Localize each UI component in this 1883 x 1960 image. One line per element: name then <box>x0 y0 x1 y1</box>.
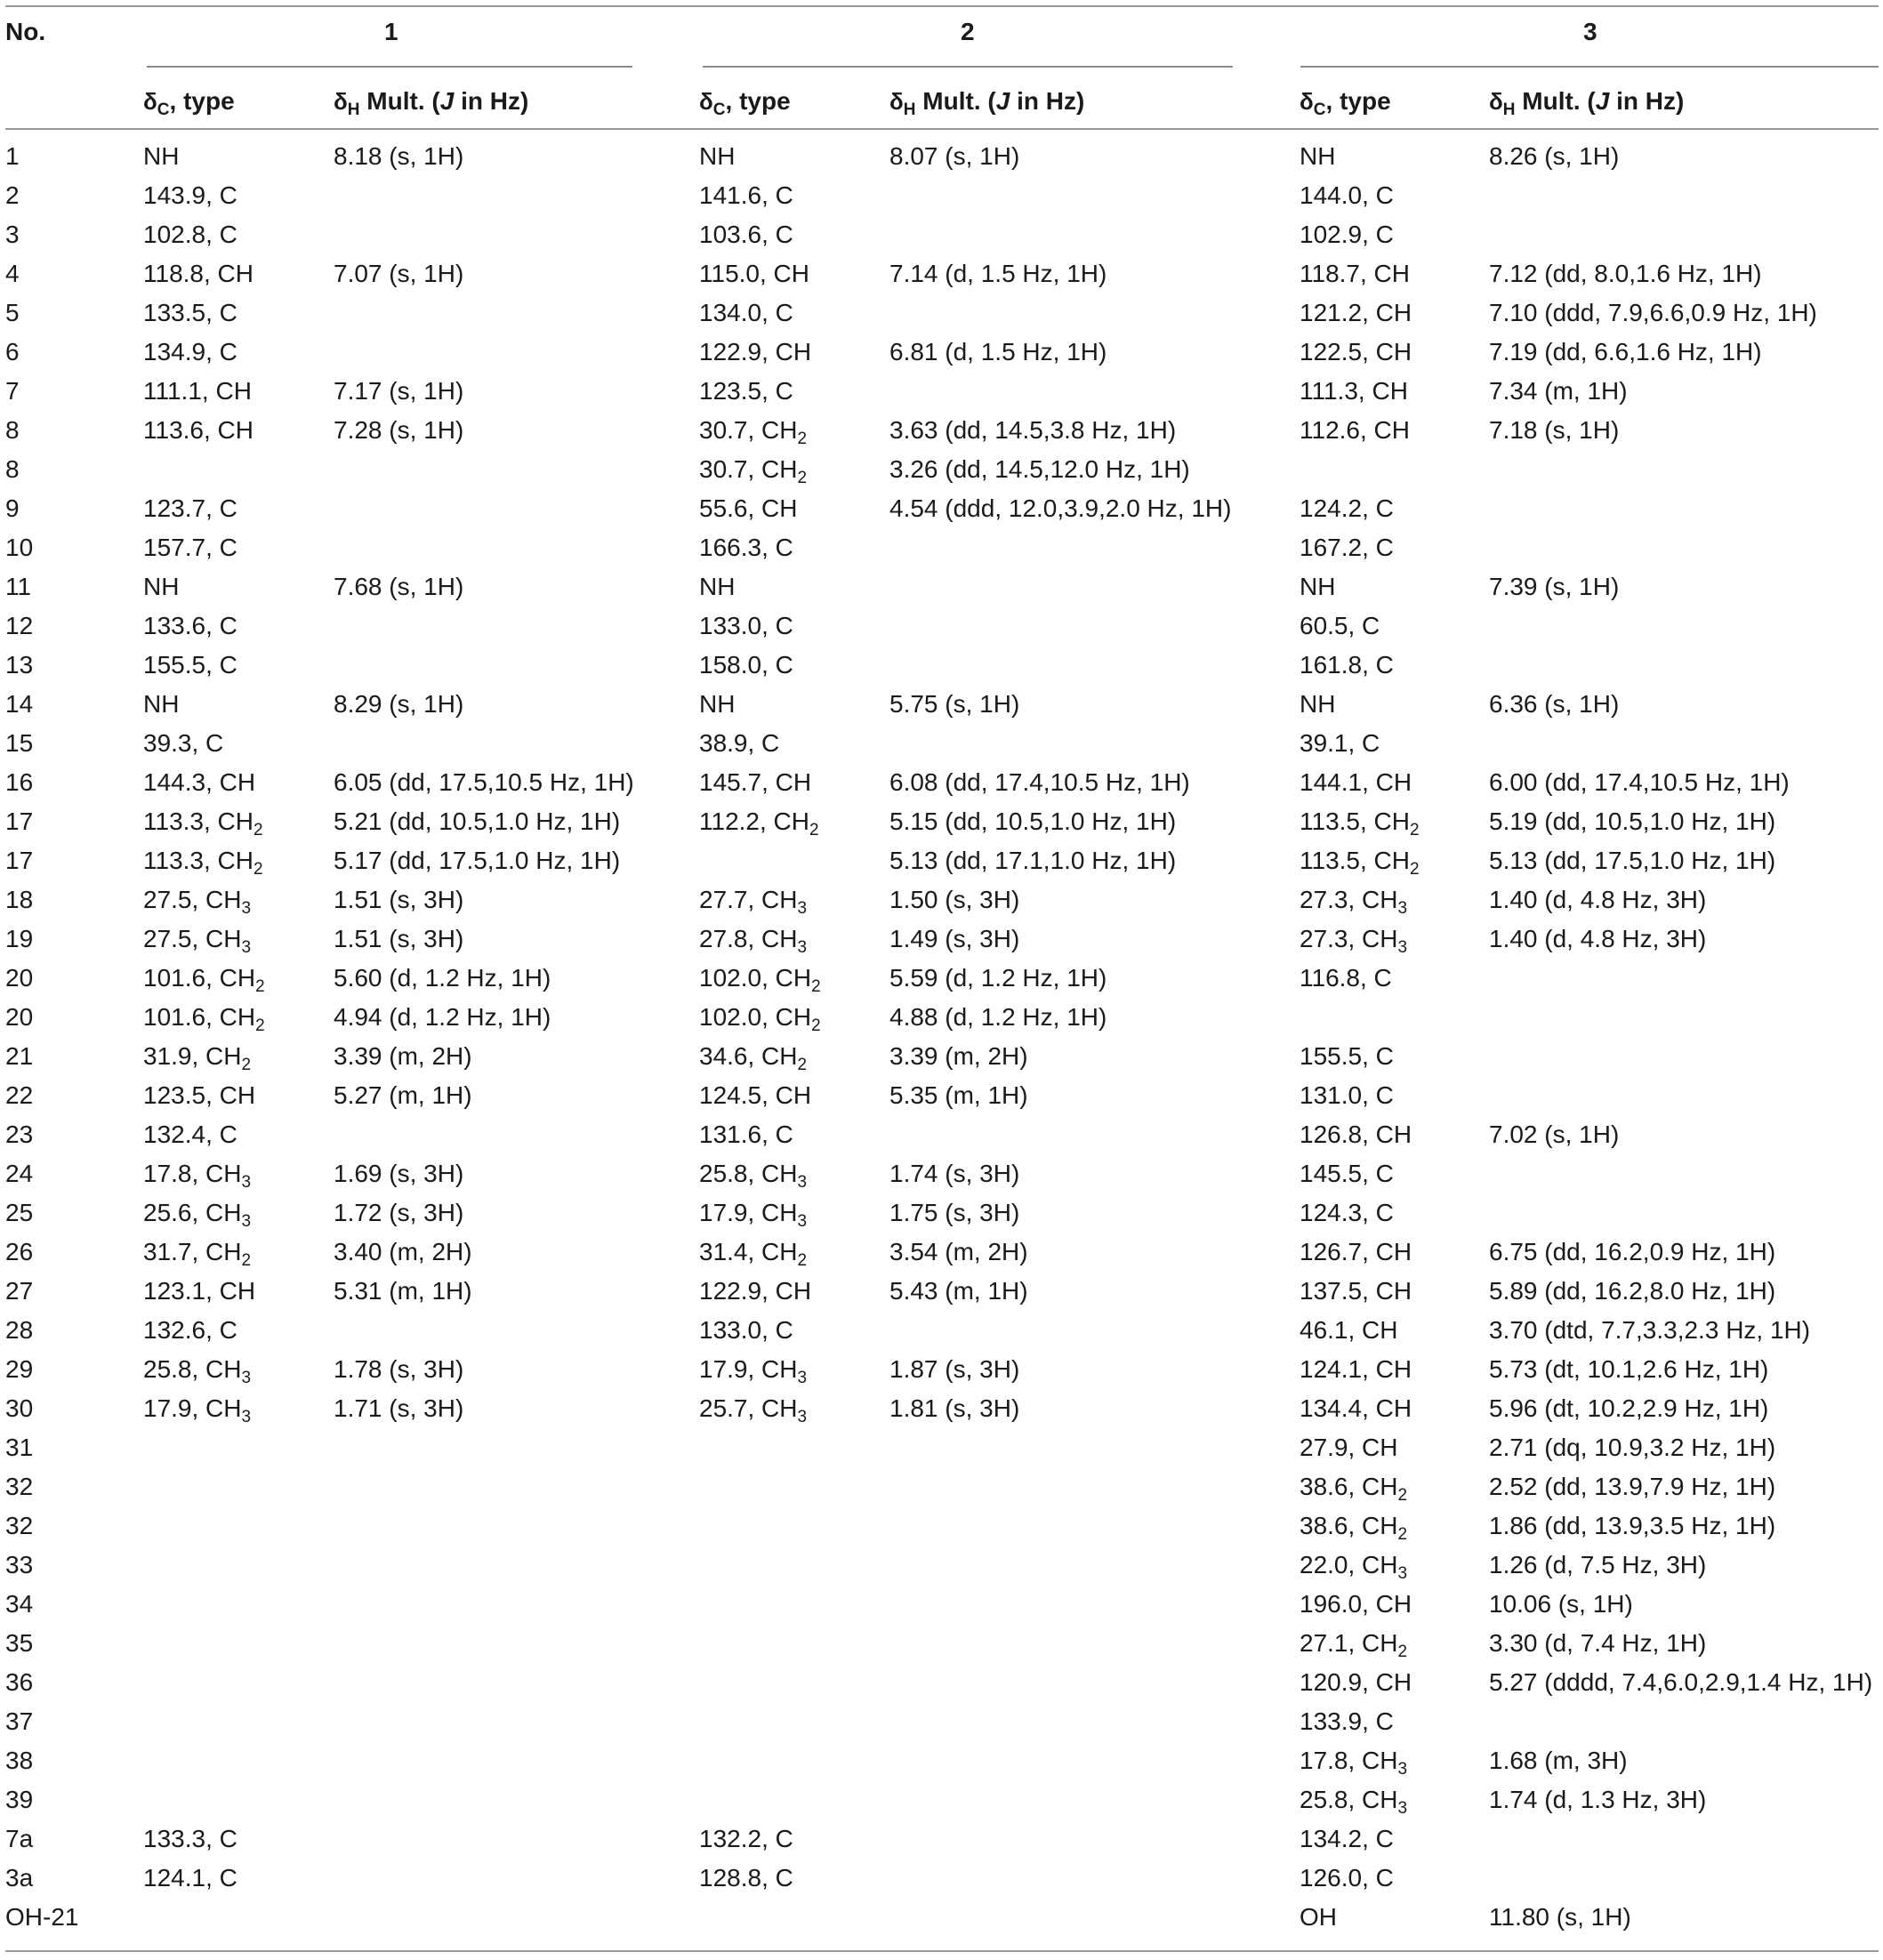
cell-c3: 137.5, CH <box>1300 1277 1412 1305</box>
cell-no: 32 <box>5 1512 34 1539</box>
cell-h3: 7.34 (m, 1H) <box>1489 377 1628 405</box>
cell-c3: 133.9, C <box>1300 1707 1394 1735</box>
cell-no: 17 <box>5 847 34 874</box>
cell-h3: 8.26 (s, 1H) <box>1489 142 1620 170</box>
cell-no: 37 <box>5 1707 34 1735</box>
cell-c3: 144.1, CH <box>1300 768 1412 796</box>
cell-c1: 113.3, $CH_2$ <box>143 807 263 839</box>
cell-c3: 111.3, CH <box>1300 377 1408 405</box>
cell-c3: 118.7, CH <box>1300 260 1410 287</box>
cell-h3: 7.39 (s, 1H) <box>1489 573 1620 600</box>
cell-h2: 5.59 (d, 1.2 Hz, 1H) <box>889 964 1107 992</box>
cell-c2: 34.6, $CH_2$ <box>699 1042 808 1074</box>
cell-c1: 31.7, $CH_2$ <box>143 1238 252 1270</box>
cell-h2: 1.50 (s, 3H) <box>889 886 1020 913</box>
cell-h2: 4.54 (ddd, 12.0,3.9,2.0 Hz, 1H) <box>889 494 1232 522</box>
cell-h1: 8.29 (s, 1H) <box>334 690 464 718</box>
cell-h3: 2.71 (dq, 10.9,3.2 Hz, 1H) <box>1489 1434 1776 1461</box>
cell-c1: 25.6, $CH_3$ <box>143 1199 252 1231</box>
cell-h3: 7.02 (s, 1H) <box>1489 1121 1620 1148</box>
cell-no: 3a <box>5 1864 34 1892</box>
cell-h3: 5.73 (dt, 10.1,2.6 Hz, 1H) <box>1489 1355 1769 1383</box>
header-compound-1: 1 <box>384 18 398 45</box>
cell-h2: 1.49 (s, 3H) <box>889 925 1020 952</box>
subheader-delta-h-1: $\delta_H$ Mult. (J in Hz) <box>334 87 529 119</box>
cell-c1: 31.9, $CH_2$ <box>143 1042 252 1074</box>
cell-c1: 25.8, $CH_3$ <box>143 1355 252 1387</box>
cell-c3: 144.0, C <box>1300 181 1394 209</box>
cell-no: 38 <box>5 1747 34 1774</box>
cell-no: 22 <box>5 1081 34 1109</box>
cell-c1: 27.5, $CH_3$ <box>143 925 252 957</box>
cell-c2: NH <box>699 573 736 600</box>
cell-c2: 133.0, C <box>699 612 793 639</box>
cell-c3: 46.1, CH <box>1300 1316 1398 1344</box>
cell-c3: NH <box>1300 142 1336 170</box>
cell-c1: 17.9, $CH_3$ <box>143 1394 252 1426</box>
cell-h3: 7.18 (s, 1H) <box>1489 416 1620 444</box>
cell-c3: 27.3, $CH_3$ <box>1300 925 1408 957</box>
cell-no: 1 <box>5 142 20 170</box>
cell-c3: 38.6, $CH_2$ <box>1300 1473 1408 1505</box>
cell-c1: 102.8, C <box>143 221 237 248</box>
cell-no: 11 <box>5 573 32 600</box>
cell-c3: 145.5, C <box>1300 1160 1394 1187</box>
cell-no: 28 <box>5 1316 34 1344</box>
cell-c2: 141.6, C <box>699 181 793 209</box>
cell-h1: 7.68 (s, 1H) <box>334 573 464 600</box>
group-rule-1 <box>147 66 632 68</box>
cell-c1: 132.4, C <box>143 1121 237 1148</box>
cell-no: 8 <box>5 455 20 483</box>
cell-h3: 5.96 (dt, 10.2,2.9 Hz, 1H) <box>1489 1394 1769 1422</box>
cell-h1: 1.78 (s, 3H) <box>334 1355 464 1383</box>
cell-no: 10 <box>5 534 34 561</box>
cell-h2: 1.81 (s, 3H) <box>889 1394 1020 1422</box>
cell-h1: 5.60 (d, 1.2 Hz, 1H) <box>334 964 551 992</box>
cell-c3: OH <box>1300 1903 1337 1931</box>
cell-c1: 143.9, C <box>143 181 237 209</box>
cell-c2: 102.0, $CH_2$ <box>699 1003 821 1035</box>
cell-c2: 27.8, $CH_3$ <box>699 925 808 957</box>
cell-c1: 157.7, C <box>143 534 237 561</box>
cell-h3: 11.80 (s, 1H) <box>1489 1903 1631 1931</box>
cell-no: 21 <box>5 1042 34 1070</box>
cell-h3: 6.36 (s, 1H) <box>1489 690 1620 718</box>
cell-c3: 27.1, $CH_2$ <box>1300 1629 1408 1661</box>
cell-h3: 1.40 (d, 4.8 Hz, 3H) <box>1489 886 1707 913</box>
subheader-delta-h-3: $\delta_H$ Mult. (J in Hz) <box>1489 87 1685 119</box>
cell-c2: 30.7, $CH_2$ <box>699 416 808 448</box>
cell-h3: 1.40 (d, 4.8 Hz, 3H) <box>1489 925 1707 952</box>
cell-no: 35 <box>5 1629 34 1657</box>
cell-h2: 3.54 (m, 2H) <box>889 1238 1028 1265</box>
cell-c3: 121.2, CH <box>1300 299 1412 326</box>
cell-h1: 1.72 (s, 3H) <box>334 1199 464 1226</box>
cell-h2: 4.88 (d, 1.2 Hz, 1H) <box>889 1003 1107 1031</box>
cell-no: 29 <box>5 1355 34 1383</box>
cell-c2: 158.0, C <box>699 651 793 679</box>
cell-c1: 113.6, CH <box>143 416 253 444</box>
cell-c3: 113.5, $CH_2$ <box>1300 807 1420 839</box>
cell-h1: 5.17 (dd, 17.5,1.0 Hz, 1H) <box>334 847 621 874</box>
cell-h1: 3.40 (m, 2H) <box>334 1238 472 1265</box>
group-rule-2 <box>703 66 1233 68</box>
cell-c2: 128.8, C <box>699 1864 793 1892</box>
cell-h1: 6.05 (dd, 17.5,10.5 Hz, 1H) <box>334 768 634 796</box>
cell-c3: 60.5, C <box>1300 612 1380 639</box>
cell-h2: 1.75 (s, 3H) <box>889 1199 1020 1226</box>
cell-no: 26 <box>5 1238 34 1265</box>
cell-c2: 31.4, $CH_2$ <box>699 1238 808 1270</box>
cell-h3: 5.13 (dd, 17.5,1.0 Hz, 1H) <box>1489 847 1776 874</box>
cell-c2: 123.5, C <box>699 377 793 405</box>
cell-c3: 25.8, $CH_3$ <box>1300 1786 1408 1818</box>
subheader-delta-c-2: $\delta_C$, type <box>699 87 791 119</box>
cell-no: 8 <box>5 416 20 444</box>
cell-no: 32 <box>5 1473 34 1500</box>
cell-no: 30 <box>5 1394 34 1422</box>
cell-h3: 1.26 (d, 7.5 Hz, 3H) <box>1489 1551 1707 1578</box>
cell-c2: 55.6, CH <box>699 494 798 522</box>
cell-c1: 123.7, C <box>143 494 237 522</box>
cell-c2: 17.9, $CH_3$ <box>699 1199 808 1231</box>
cell-c3: 112.6, CH <box>1300 416 1410 444</box>
cell-c2: 115.0, CH <box>699 260 809 287</box>
cell-h1: 1.51 (s, 3H) <box>334 925 464 952</box>
cell-c1: 101.6, $CH_2$ <box>143 1003 265 1035</box>
cell-h3: 2.52 (dd, 13.9,7.9 Hz, 1H) <box>1489 1473 1776 1500</box>
cell-no: 36 <box>5 1668 34 1696</box>
cell-no: 12 <box>5 612 34 639</box>
cell-c2: 122.9, CH <box>699 1277 812 1305</box>
cell-no: 14 <box>5 690 34 718</box>
cell-c3: 126.7, CH <box>1300 1238 1412 1265</box>
cell-h3: 6.00 (dd, 17.4,10.5 Hz, 1H) <box>1489 768 1790 796</box>
cell-c3: 22.0, $CH_3$ <box>1300 1551 1408 1583</box>
cell-no: 2 <box>5 181 20 209</box>
group-rule-3 <box>1300 66 1879 68</box>
cell-no: 15 <box>5 729 34 757</box>
cell-c2: 25.7, $CH_3$ <box>699 1394 808 1426</box>
table-bottom-rule <box>5 1950 1879 1952</box>
cell-h3: 5.89 (dd, 16.2,8.0 Hz, 1H) <box>1489 1277 1776 1305</box>
cell-c2: NH <box>699 142 736 170</box>
cell-c1: 134.9, C <box>143 338 237 365</box>
cell-c2: 133.0, C <box>699 1316 793 1344</box>
cell-no: 3 <box>5 221 20 248</box>
cell-no: 17 <box>5 807 34 835</box>
cell-h1: 1.71 (s, 3H) <box>334 1394 464 1422</box>
cell-c2: 122.9, CH <box>699 338 812 365</box>
cell-c1: 39.3, C <box>143 729 224 757</box>
cell-c2: 124.5, CH <box>699 1081 812 1109</box>
cell-c1: 124.1, C <box>143 1864 237 1892</box>
cell-c1: 123.5, CH <box>143 1081 256 1109</box>
cell-c3: 126.8, CH <box>1300 1121 1412 1148</box>
cell-c2: 30.7, $CH_2$ <box>699 455 808 487</box>
cell-c3: NH <box>1300 573 1336 600</box>
cell-h2: 5.15 (dd, 10.5,1.0 Hz, 1H) <box>889 807 1177 835</box>
cell-c2: 27.7, $CH_3$ <box>699 886 808 918</box>
cell-no: 6 <box>5 338 20 365</box>
cell-c3: 131.0, C <box>1300 1081 1394 1109</box>
cell-h2: 1.87 (s, 3H) <box>889 1355 1020 1383</box>
cell-c3: 155.5, C <box>1300 1042 1394 1070</box>
cell-h2: 3.63 (dd, 14.5,3.8 Hz, 1H) <box>889 416 1177 444</box>
cell-h2: 5.75 (s, 1H) <box>889 690 1020 718</box>
cell-c3: NH <box>1300 690 1336 718</box>
cell-c2: 132.2, C <box>699 1825 793 1852</box>
cell-c2: 103.6, C <box>699 221 793 248</box>
cell-h1: 4.94 (d, 1.2 Hz, 1H) <box>334 1003 551 1031</box>
cell-h3: 7.12 (dd, 8.0,1.6 Hz, 1H) <box>1489 260 1762 287</box>
cell-c2: NH <box>699 690 736 718</box>
cell-no: OH-21 <box>5 1903 79 1931</box>
cell-c1: NH <box>143 690 180 718</box>
cell-no: 7 <box>5 377 20 405</box>
cell-h3: 5.27 (dddd, 7.4,6.0,2.9,1.4 Hz, 1H) <box>1489 1668 1873 1696</box>
cell-c3: 124.2, C <box>1300 494 1394 522</box>
cell-c3: 126.0, C <box>1300 1864 1394 1892</box>
cell-c3: 102.9, C <box>1300 221 1394 248</box>
cell-h1: 7.07 (s, 1H) <box>334 260 464 287</box>
subheader-delta-c-1: $\delta_C$, type <box>143 87 235 119</box>
cell-h2: 3.39 (m, 2H) <box>889 1042 1028 1070</box>
cell-c2: 38.9, C <box>699 729 780 757</box>
cell-no: 20 <box>5 964 34 992</box>
cell-c2: 166.3, C <box>699 534 793 561</box>
cell-c3: 161.8, C <box>1300 651 1394 679</box>
cell-h3: 3.30 (d, 7.4 Hz, 1H) <box>1489 1629 1707 1657</box>
cell-c1: 123.1, CH <box>143 1277 256 1305</box>
cell-no: 33 <box>5 1551 34 1578</box>
cell-c3: 196.0, CH <box>1300 1590 1412 1618</box>
cell-c1: 144.3, CH <box>143 768 256 796</box>
cell-c3: 39.1, C <box>1300 729 1380 757</box>
cell-c1: NH <box>143 142 180 170</box>
cell-no: 13 <box>5 651 34 679</box>
cell-no: 7a <box>5 1825 34 1852</box>
cell-no: 31 <box>5 1434 34 1461</box>
cell-h1: 7.28 (s, 1H) <box>334 416 464 444</box>
cell-h2: 8.07 (s, 1H) <box>889 142 1020 170</box>
cell-h1: 8.18 (s, 1H) <box>334 142 464 170</box>
cell-h2: 5.35 (m, 1H) <box>889 1081 1028 1109</box>
cell-c3: 122.5, CH <box>1300 338 1412 365</box>
cell-c3: 124.1, CH <box>1300 1355 1412 1383</box>
header-compound-2: 2 <box>961 18 975 45</box>
cell-no: 23 <box>5 1121 34 1148</box>
cell-h1: 5.27 (m, 1H) <box>334 1081 472 1109</box>
cell-h3: 3.70 (dtd, 7.7,3.3,2.3 Hz, 1H) <box>1489 1316 1811 1344</box>
cell-h1: 3.39 (m, 2H) <box>334 1042 472 1070</box>
cell-no: 20 <box>5 1003 34 1031</box>
cell-h2: 1.74 (s, 3H) <box>889 1160 1020 1187</box>
cell-no: 34 <box>5 1590 34 1618</box>
cell-h1: 5.31 (m, 1H) <box>334 1277 472 1305</box>
cell-h2: 5.13 (dd, 17.1,1.0 Hz, 1H) <box>889 847 1177 874</box>
cell-no: 24 <box>5 1160 34 1187</box>
cell-c1: 17.8, $CH_3$ <box>143 1160 252 1192</box>
cell-c3: 27.9, CH <box>1300 1434 1398 1461</box>
cell-c3: 27.3, $CH_3$ <box>1300 886 1408 918</box>
cell-h2: 6.81 (d, 1.5 Hz, 1H) <box>889 338 1107 365</box>
cell-c1: 27.5, $CH_3$ <box>143 886 252 918</box>
cell-c3: 167.2, C <box>1300 534 1394 561</box>
cell-no: 19 <box>5 925 34 952</box>
cell-c1: 133.5, C <box>143 299 237 326</box>
cell-h3: 1.68 (m, 3H) <box>1489 1747 1628 1774</box>
cell-h1: 5.21 (dd, 10.5,1.0 Hz, 1H) <box>334 807 621 835</box>
cell-c2: 145.7, CH <box>699 768 812 796</box>
cell-h2: 6.08 (dd, 17.4,10.5 Hz, 1H) <box>889 768 1190 796</box>
header-compound-3: 3 <box>1583 18 1597 45</box>
cell-c1: 155.5, C <box>143 651 237 679</box>
cell-c1: 101.6, $CH_2$ <box>143 964 265 996</box>
cell-c2: 102.0, $CH_2$ <box>699 964 821 996</box>
cell-h2: 7.14 (d, 1.5 Hz, 1H) <box>889 260 1107 287</box>
cell-c2: 25.8, $CH_3$ <box>699 1160 808 1192</box>
cell-c1: NH <box>143 573 180 600</box>
cell-c1: 132.6, C <box>143 1316 237 1344</box>
cell-c1: 113.3, $CH_2$ <box>143 847 263 879</box>
cell-h2: 3.26 (dd, 14.5,12.0 Hz, 1H) <box>889 455 1190 483</box>
cell-c1: 133.6, C <box>143 612 237 639</box>
cell-no: 4 <box>5 260 20 287</box>
header-bottom-rule <box>5 128 1879 130</box>
cell-h1: 7.17 (s, 1H) <box>334 377 464 405</box>
cell-no: 16 <box>5 768 34 796</box>
header-no: No. <box>5 18 46 45</box>
cell-c2: 134.0, C <box>699 299 793 326</box>
cell-h1: 1.69 (s, 3H) <box>334 1160 464 1187</box>
cell-c2: 112.2, $CH_2$ <box>699 807 819 839</box>
cell-h3: 6.75 (dd, 16.2,0.9 Hz, 1H) <box>1489 1238 1776 1265</box>
cell-c3: 17.8, $CH_3$ <box>1300 1747 1408 1779</box>
cell-c1: 111.1, CH <box>143 377 252 405</box>
cell-h3: 10.06 (s, 1H) <box>1489 1590 1633 1618</box>
cell-c1: 133.3, C <box>143 1825 237 1852</box>
cell-no: 18 <box>5 886 34 913</box>
cell-c3: 124.3, C <box>1300 1199 1394 1226</box>
cell-c3: 134.2, C <box>1300 1825 1394 1852</box>
cell-h3: 5.19 (dd, 10.5,1.0 Hz, 1H) <box>1489 807 1776 835</box>
cell-c1: 118.8, CH <box>143 260 253 287</box>
subheader-delta-c-3: $\delta_C$, type <box>1300 87 1391 119</box>
cell-c2: 17.9, $CH_3$ <box>699 1355 808 1387</box>
cell-c3: 113.5, $CH_2$ <box>1300 847 1420 879</box>
cell-h2: 5.43 (m, 1H) <box>889 1277 1028 1305</box>
cell-c3: 38.6, $CH_2$ <box>1300 1512 1408 1544</box>
cell-h3: 7.19 (dd, 6.6,1.6 Hz, 1H) <box>1489 338 1762 365</box>
cell-c2: 131.6, C <box>699 1121 793 1148</box>
cell-h3: 1.86 (dd, 13.9,3.5 Hz, 1H) <box>1489 1512 1776 1539</box>
cell-c3: 134.4, CH <box>1300 1394 1412 1422</box>
cell-no: 25 <box>5 1199 34 1226</box>
subheader-delta-h-2: $\delta_H$ Mult. (J in Hz) <box>889 87 1085 119</box>
table-top-rule <box>5 5 1879 7</box>
cell-c3: 116.8, C <box>1300 964 1392 992</box>
cell-h3: 1.74 (d, 1.3 Hz, 3H) <box>1489 1786 1707 1813</box>
cell-no: 27 <box>5 1277 34 1305</box>
cell-h3: 7.10 (ddd, 7.9,6.6,0.9 Hz, 1H) <box>1489 299 1817 326</box>
cell-no: 39 <box>5 1786 34 1813</box>
cell-no: 9 <box>5 494 20 522</box>
cell-no: 5 <box>5 299 20 326</box>
cell-h1: 1.51 (s, 3H) <box>334 886 464 913</box>
cell-c3: 120.9, CH <box>1300 1668 1412 1696</box>
